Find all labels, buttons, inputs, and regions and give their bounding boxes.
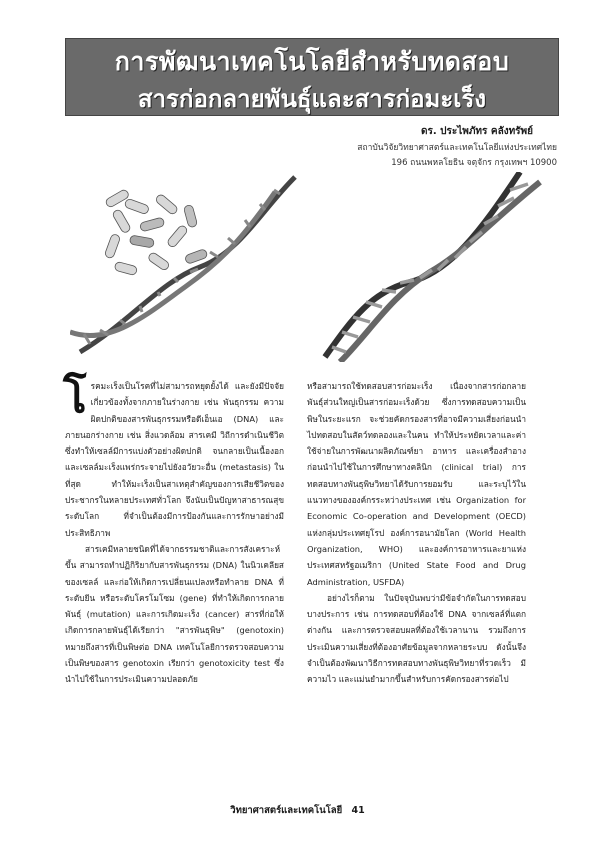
dna-illustration bbox=[70, 172, 550, 362]
body-column-right bbox=[307, 378, 526, 688]
drop-cap: โ bbox=[63, 372, 87, 423]
article-title: การพัฒนาเทคโนโลยีสำหรับทดสอบ bbox=[114, 47, 510, 76]
body-column-left bbox=[63, 372, 284, 688]
publication-name: วิทยาศาสตร์และเทคโนโลยี bbox=[230, 805, 343, 816]
body-paragraph: สารเคมีหลายชนิดที่ได้จากธรรมชาติและการสังเคราะห์ขึ้น สามารถทำปฏิกิริยากับสารพันธุกรรม (DNA) ในนิวเคลียสของเซลล์ และก่อให้เกิดการเปลี่ยนแปลงหรือทำลาย DNA ที่ระดับยีน หรือระดับโครโมโซม (gene) ที่ทำให้เกิดการกลายพันธุ์ (mutation) และการเกิดมะเร็ง (cancer) สารที่ก่อให้เกิดการกลายพันธุ์ได้เรียกว่า "สารพันธุพิษ" (genotoxin) หมายถึงสารที่เป็นพิษต่อ DNA เทคโนโลยีการตรวจสอบความเป็นพิษของสาร genotoxin เรียกว่า genotoxicity test ซึ่งนำไปใช้ในการประเมินความปลอดภัย bbox=[65, 543, 284, 685]
dna-helix-right bbox=[325, 172, 540, 362]
author-affiliation: สถาบันวิจัยวิทยาศาสตร์และเทคโนโลยีแห่งประเทศไทย bbox=[357, 143, 557, 153]
capsule-cluster bbox=[104, 189, 208, 276]
page-number: 41 bbox=[351, 805, 365, 816]
body-paragraph: อย่างไรก็ตาม ในปัจจุบันพบว่ามีข้อจำกัดในการทดสอบบางประการ เช่น การทดสอบที่ต้องใช้ DNA จากเซลล์ที่แตกต่างกัน และการตรวจสอบผลที่ต้องใช้เวลานาน รวมถึงการประเมินความเสี่ยงที่ต้องอาศัยข้อมูลจากหลายระบบ ดังนั้นจึงจำเป็นต้องพัฒนาวิธีการทดสอบทางพันธุพิษวิทยาที่รวดเร็ว มีความไว และแม่นยำมากขึ้นสำหรับการคัดกรองสารต่อไป bbox=[307, 592, 526, 685]
title-banner bbox=[65, 38, 559, 116]
author-name: ดร. ประไพภัทร คลังทรัพย์ bbox=[420, 126, 533, 137]
dna-helix-left bbox=[70, 177, 295, 352]
body-paragraph: หรือสามารถใช้ทดสอบสารก่อมะเร็ง เนื่องจากสารก่อกลายพันธุ์ส่วนใหญ่เป็นสารก่อมะเร็งด้วย ซึ่งการทดสอบความเป็นพิษในระยะแรก จะช่วยคัดกรองสารที่อาจมีความเสี่ยงก่อนนำไปทดสอบในสัตว์ทดลองและในคน ทำให้ประหยัดเวลาและค่าใช้จ่ายในการพัฒนาผลิตภัณฑ์ยา อาหาร และเครื่องสำอาง ก่อนนำไปใช้ในการศึกษาทางคลินิก (clinical trial) การทดสอบทางพันธุพิษวิทยาได้รับการยอมรับ และระบุไว้ในแนวทางขององค์กรระหว่างประเทศ เช่น Organization for Economic Co-operation and Development (OECD) แห่งกลุ่มประเทศยุโรป องค์การอนามัยโลก (World Health Organization, WHO) และองค์การอาหารและยาแห่งประเทศสหรัฐอเมริกา (United State Food and Drug Administration, USFDA) bbox=[307, 381, 526, 587]
body-paragraph: รคมะเร็งเป็นโรคที่ไม่สามารถหยุดยั้งได้ และยังมีปัจจัยเกี่ยวข้องทั้งจากภายในร่างกาย เช่น พันธุกรรม ความผิดปกติของสารพันธุกรรมหรือดีเอ็นเอ (DNA) และภายนอกร่างกาย เช่น สิ่งแวดล้อม สารเคมี วิถีการดำเนินชีวิต ซึ่งทำให้เซลล์มีการแบ่งตัวอย่างผิดปกติ จนกลายเป็นเนื้องอก และเซลล์มะเร็งแพร่กระจายไปยังอวัยวะอื่น (metastasis) ในที่สุด ทำให้มะเร็งเป็นสาเหตุสำคัญของการเสียชีวิตของประชากรในหลายประเทศทั่วโลก จึงนับเป็นปัญหาสาธารณสุขระดับโลก ที่จำเป็นต้องมีการป้องกันและการรักษาอย่างมีประสิทธิภาพ bbox=[65, 381, 284, 538]
author-address: 196 ถนนพหลโยธิน จตุจักร กรุงเทพฯ 10900 bbox=[391, 158, 557, 168]
article-subtitle: สารก่อกลายพันธุ์และสารก่อมะเร็ง bbox=[137, 85, 487, 113]
page-footer bbox=[0, 803, 595, 818]
